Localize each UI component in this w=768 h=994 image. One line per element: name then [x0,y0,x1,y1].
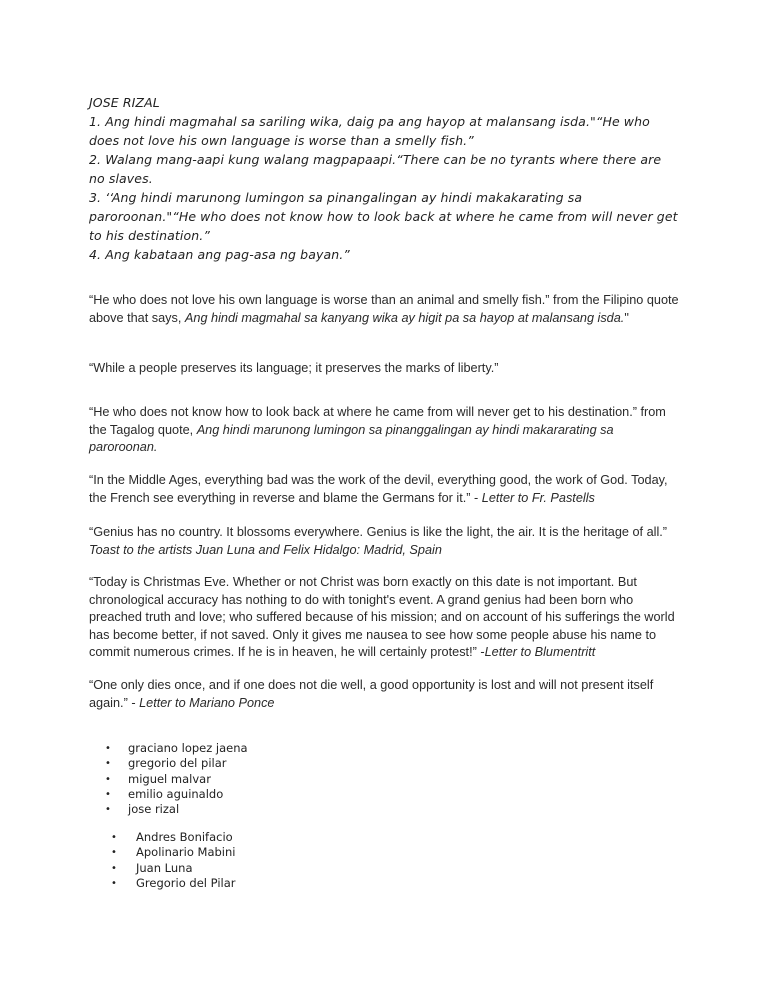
quote-text: “He who does not love his own language is worse than an animal and smelly fish.” from the Filipino quote above that says, [89,293,679,325]
quote-paragraph [89,574,679,662]
rizal-line: 1. Ang hindi magmahal sa sariling wika, daig pa ang hayop at malansang isda."“He who [89,114,650,129]
bullet-icon: • [105,773,111,785]
quote-paragraph [89,360,679,378]
quote-source: Letter to Blumentritt [484,645,596,660]
list-item-label: graciano lopez jaena [128,741,248,755]
quote-text: “While a people preserves its language; it preserves the marks of liberty.” [89,361,499,375]
list-item-label: Gregorio del Pilar [136,875,236,890]
rizal-line: 2. Walang mang-aapi kung walang magpapaapi.“There can be no tyrants where there are [89,152,662,167]
bullet-icon: • [111,862,117,874]
bullet-icon: • [105,758,111,770]
quote-text: “In the Middle Ages, everything bad was the work of the devil, everything good, the work of God. Today, the French see everything in reverse and blame the Germans for it.” - [89,473,668,505]
rizal-line: paroroonan."“He who does not know how to look back at where he came from will never get [89,209,678,224]
bullet-icon: • [105,743,111,754]
quote-source: Ang hindi magmahal sa kanyang wika ay higit pa sa hayop at malansang isda. [184,310,625,325]
quote-text: “One only dies once, and if one does not die well, a good opportunity is lost and will not present itself again.” - [89,678,654,710]
bullet-icon: • [105,788,111,800]
list-item-label: emilio aguinaldo [128,786,224,801]
list-item-label: gregorio del pilar [128,756,227,771]
rizal-line: 4. Ang kabataan ang pag-asa ng bayan.” [89,247,350,262]
rizal-line: does not love his own language is worse than a smelly fish.” [89,133,474,148]
quote-text: “Today is Christmas Eve. Whether or not Christ was born exactly on this date is not important. But chronological accuracy has nothing to do with tonight's event. A grand genius had been born who preached truth and love; who suffered because of his mission; and on account of his sufferings the world has become better, if not saved. Only it gives me nausea to see how some people abuse his name to commit numerous crimes. If he is in heaven, he will certainly protest!” - [89,575,675,660]
quote-tail: " [624,310,629,325]
quote-paragraph [89,472,679,507]
quote-paragraph [89,677,679,712]
bullet-icon: • [105,804,111,816]
section-title: JOSE RIZAL [89,95,160,110]
quote-text: “Genius has no country. It blossoms everywhere. Genius is like the light, the air. It is the heritage of all.” [89,525,668,539]
quote-source: Ang hindi marunong lumingon sa pinanggalingan ay hindi makararating sa paroroonan. [89,422,614,455]
quote-paragraph [89,404,679,457]
bullet-icon: • [111,877,117,889]
quote-paragraph [89,524,679,559]
quote-source: Letter to Mariano Ponce [139,695,275,710]
list-item-label: Apolinario Mabini [136,845,236,860]
rizal-line: no slaves. [89,171,153,186]
quote-text: “He who does not know how to look back at where he came from will never get to his destination.” from the Tagalog quote, [89,405,666,437]
quote-source: Letter to Fr. Pastells [481,490,595,505]
rizal-line: to his destination.” [89,228,210,243]
list-item-label: jose rizal [128,802,180,817]
quote-source: Toast to the artists Juan Luna and Felix Hidalgo: Madrid, Spain [89,542,442,557]
bullet-icon: • [111,832,117,843]
quote-paragraph [89,292,679,327]
list-item-label: Andres Bonifacio [136,830,233,844]
jose-rizal-section [89,93,678,264]
list-item-label: Juan Luna [136,860,193,875]
rizal-line: 3. ‘‘Ang hindi marunong lumingon sa pinangalingan ay hindi makakarating sa [89,190,583,205]
bullet-icon: • [111,847,117,859]
list-item-label: miguel malvar [128,771,211,786]
